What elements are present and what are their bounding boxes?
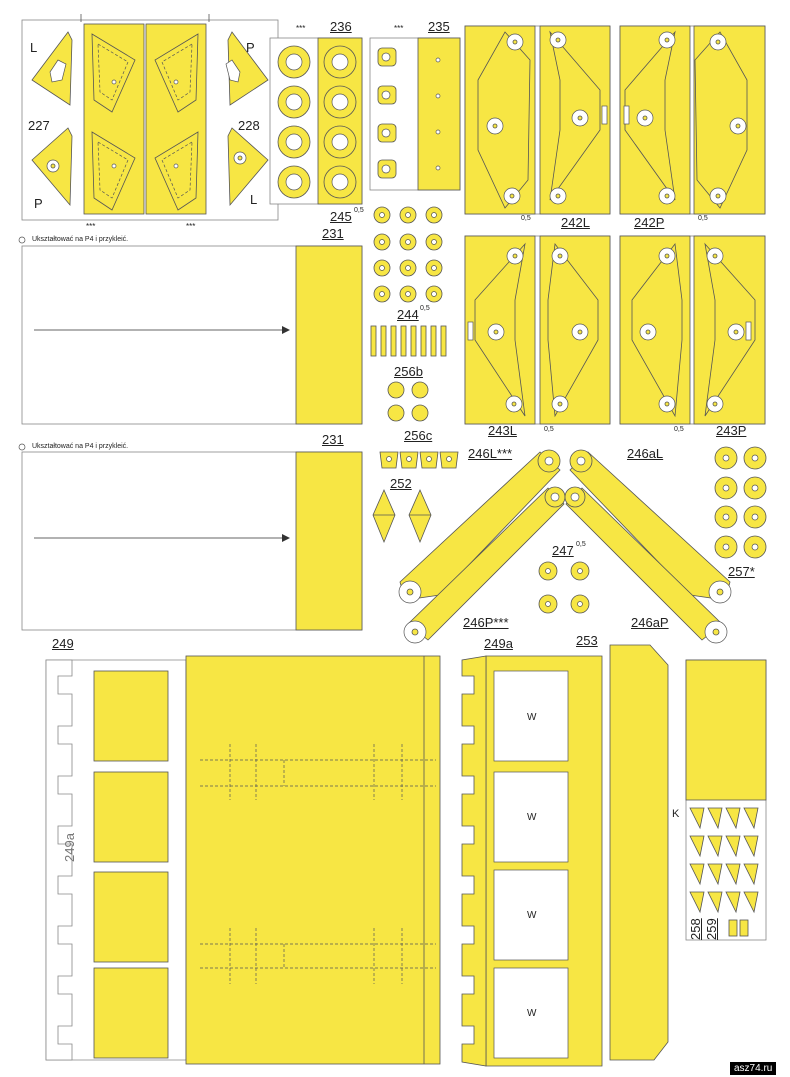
part-231-label: 231 — [322, 226, 344, 241]
stars-label: *** — [86, 222, 96, 231]
part-246aP-label: 246aP — [631, 615, 669, 630]
window-label: W — [527, 910, 537, 921]
part-253-label: 253 — [576, 633, 598, 648]
part-242L-label: 242L — [561, 215, 590, 230]
window-label: W — [527, 1008, 537, 1019]
side-P-bottom: P — [34, 196, 43, 211]
part-236 — [270, 38, 362, 204]
part-256c — [380, 452, 458, 468]
side-L-top: L — [30, 40, 38, 55]
part-253 — [610, 645, 668, 1060]
part-257 — [715, 447, 766, 558]
part-247-sup: 0,5 — [576, 541, 586, 548]
part-227-label: 227 — [28, 118, 50, 133]
thickness-label: 0,5 — [544, 426, 554, 433]
part-227-228 — [22, 14, 278, 220]
part-249 — [46, 656, 440, 1064]
part-244-sup: 0,5 — [420, 305, 430, 312]
part-242P-label: 242P — [634, 215, 665, 230]
side-L-bottom: L — [250, 192, 258, 207]
part-243P-label: 243P — [716, 423, 747, 438]
part-245 — [374, 207, 442, 302]
part-256c-label: 256c — [404, 428, 433, 443]
part-249a-side-label: 249a — [62, 833, 77, 862]
part-243L-label: 243L — [488, 423, 517, 438]
part-235 — [370, 38, 460, 190]
part-235-label: 235 — [428, 19, 450, 34]
part-243L — [465, 236, 610, 424]
instruction-text: Ukształtować na P4 i przykleić. — [32, 443, 129, 450]
instruction-text: Ukształtować na P4 i przykleić. — [32, 236, 129, 243]
part-249-label: 249 — [52, 636, 74, 651]
thickness-label: 0,5 — [698, 215, 708, 222]
part-244 — [371, 326, 446, 356]
part-259-label: 259 — [704, 918, 719, 940]
part-236-label: 236 — [330, 19, 352, 34]
stars-label: *** — [186, 222, 196, 231]
part-246aL-label: 246aL — [627, 446, 664, 461]
part-257-label: 257* — [728, 564, 755, 579]
part-228-label: 228 — [238, 118, 260, 133]
K-mark: K — [672, 808, 680, 820]
part-247 — [539, 562, 589, 613]
part-258-label: 258 — [688, 918, 703, 940]
part-231-top — [19, 237, 362, 424]
part-246P-label: 246P*** — [463, 615, 509, 630]
part-243P — [620, 236, 765, 424]
part-246L-label: 246L*** — [468, 446, 513, 461]
part-244-label: 244 — [397, 307, 419, 322]
thickness-label: 0,5 — [521, 215, 531, 222]
part-258-259 — [686, 660, 766, 940]
part-249a — [462, 656, 602, 1066]
part-252-label: 252 — [390, 476, 412, 491]
stars-label: *** — [394, 24, 404, 33]
part-252 — [373, 490, 431, 542]
part-247-label: 247 — [552, 543, 574, 558]
part-256b-label: 256b — [394, 364, 423, 379]
window-label: W — [527, 712, 537, 723]
part-242P — [620, 26, 765, 214]
part-231-label: 231 — [322, 432, 344, 447]
part-242L — [465, 26, 610, 214]
part-231-bottom — [19, 444, 362, 630]
window-label: W — [527, 812, 537, 823]
stars-label: *** — [296, 24, 306, 33]
part-245-label: 245 — [330, 209, 352, 224]
part-256b — [388, 382, 428, 421]
thickness-label: 0,5 — [674, 426, 684, 433]
part-245-sup: 0,5 — [354, 207, 364, 214]
side-P-top: P — [246, 40, 255, 55]
site-watermark: asz74.ru — [730, 1062, 776, 1075]
part-249a-label: 249a — [484, 636, 513, 651]
